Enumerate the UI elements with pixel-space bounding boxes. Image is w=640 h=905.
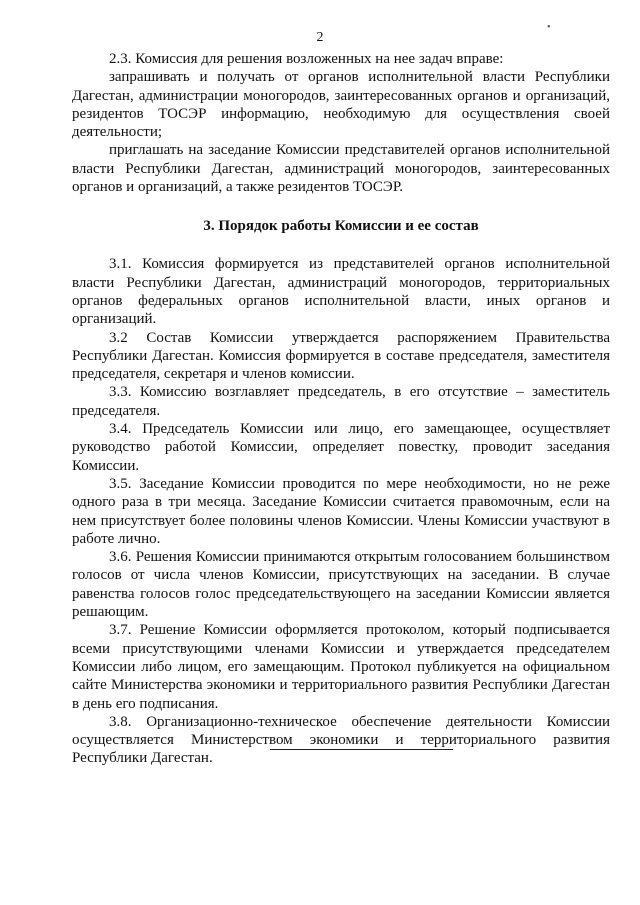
paragraph-2-3-intro: 2.3. Комиссия для решения возложенных на нее задач вправе: <box>109 51 504 67</box>
paragraph-3-1: 3.1. Комиссия формируется из представителей органов исполнительной власти Республики Дагестан, администраций моногородов, территориальных органов федеральных органов исполнительной власти, иных органов и организаций. <box>72 256 610 328</box>
paragraph-3-7: 3.7. Решение Комиссии оформляется протоколом, который подписывается всеми присутствующими членами Комиссии и утверждается председателем Комиссии либо лицом, его замещающим. Протокол публикуется на официальном сайте Министерства экономики и территориального развития Республики Дагестан в день его подписания. <box>72 622 610 712</box>
paragraph-3-5: 3.5. Заседание Комиссии проводится по мере необходимости, но не реже одного раза в три месяца. Заседание Комиссии считается правомочным, если на нем присутствует более половины членов Комиссии. Члены Комиссии участвуют в работе лично. <box>72 475 610 547</box>
paragraph-2-3-item-2: приглашать на заседание Комиссии представителей органов исполнительной власти Республики Дагестан, администраций моногородов, заинтересованных органов и организаций, а также резидентов ТОСЭР. <box>72 142 610 196</box>
paragraph-3-2: 3.2 Состав Комиссии утверждается распоряжением Правительства Республики Дагестан. Комиссия формируется в составе председателя, заместителя председателя, секретаря и членов комиссии. <box>72 329 610 383</box>
paragraph-3-3: 3.3. Комиссию возглавляет председатель, в его отсутствие – заместитель председателя. <box>72 384 610 419</box>
document-body <box>72 50 610 768</box>
paragraph-3-4: 3.4. Председатель Комиссии или лицо, его замещающее, осуществляет руководство работой Комиссии, определяет повестку, проводит заседания Комиссии. <box>72 421 610 474</box>
paragraph-3-6: 3.6. Решения Комиссии принимаются открытым голосованием большинством голосов от числа членов Комиссии, присутствующих на заседании. В случае равенства голосов голос председательствующего на заседании Комиссии является решающим. <box>72 549 610 621</box>
closing-rule <box>270 749 453 750</box>
section-3-heading: 3. Порядок работы Комиссии и ее состав <box>203 218 479 235</box>
page-number: 2 <box>316 30 324 45</box>
paragraph-2-3-item-1: запрашивать и получать от органов исполнительной власти Республики Дагестан, администрации моногородов, заинтересованных органов и организаций, резидентов ТОСЭР информацию, необходимую для осуществления своей деятельности; <box>72 69 610 141</box>
paragraph-3-8: 3.8. Организационно-техническое обеспечение деятельности Комиссии осуществляется Министерством экономики и территориального развития Республики Дагестан. <box>72 713 610 767</box>
scan-mark: • <box>547 22 551 33</box>
